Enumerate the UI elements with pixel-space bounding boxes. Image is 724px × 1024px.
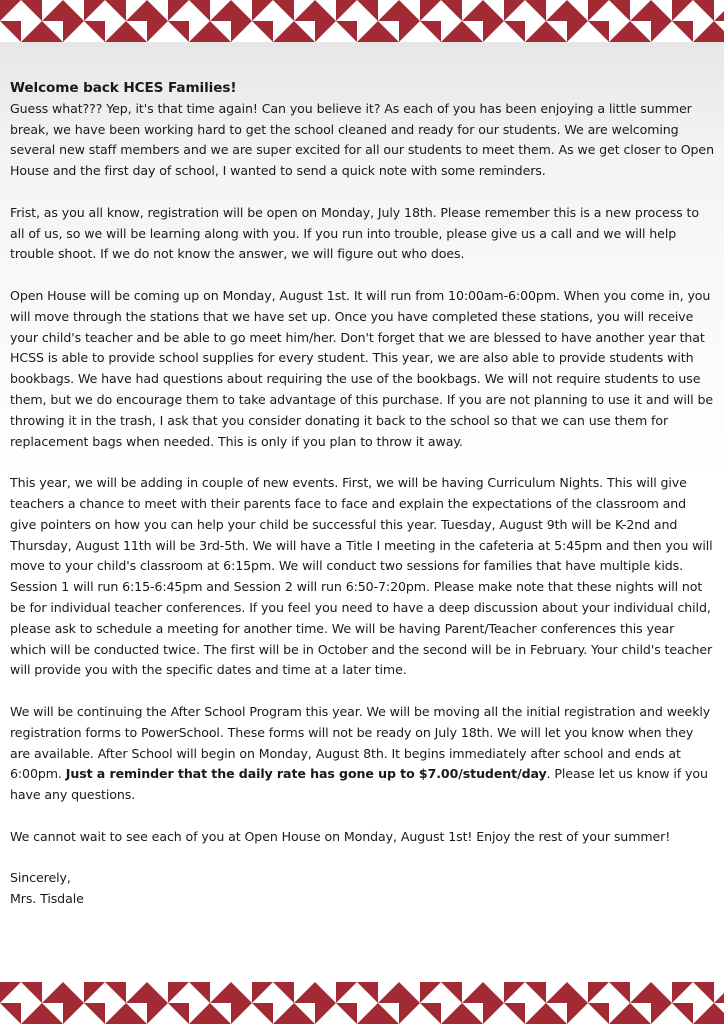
paragraph-open-house: Open House will be coming up on Monday, August 1st. It will run from 10:00am-6:00pm. When you come in, you will move through the stations that we have set up. Once you have completed these stations, you will receive your child's teacher and be able to go meet him/her. Don't forget that we are blessed to have another year that HCSS is able to provide school supplies for every student. This year, we are also able to provide students with bookbags. We have had questions about requiring the use of the bookbags. We will not require students to use them, but we do encourage them to take advantage of this purchase. If you are not planning to use it and will be throwing it in the trash, I ask that you consider donating it back to the school so that we can use them for replacement bags when needed. This is only if you plan to throw it away. bbox=[10, 287, 713, 449]
paragraph-registration: Frist, as you all know, registration will be open on Monday, July 18th. Please remember this is a new process to all of us, so we will be learning along with you. If you run into trouble, please give us a call and we will help trouble shoot. If we do not know the answer, we will figure out who does. bbox=[10, 204, 699, 262]
paragraph-after-school bbox=[10, 702, 714, 806]
after-school-text-end: . Please let us know if you have any questions. bbox=[10, 766, 708, 803]
pinwheel-pattern-top bbox=[0, 0, 724, 42]
paragraph-curriculum-nights: This year, we will be adding in couple of new events. First, we will be having Curriculum Nights. This will give teachers a chance to meet with their parents face to face and explain the expectations of the classroom and give pointers on how you can help your child be successful this year. Tuesday, August 9th will be K-2nd and Thursday, August 11th will be 3rd-5th. We will have a Title I meeting in the cafeteria at 5:45pm and then you will move to your child's classroom at 6:15pm. We will conduct two sessions for families that have multiple kids. Session 1 will run 6:15-6:45pm and Session 2 will run 6:50-7:20pm. Please make note that these nights will not be for individual teacher conferences. If you feel you need to have a deep discussion about your individual child, please ask to schedule a meeting for another time. We will be having Parent/Teacher conferences this year which will be conducted twice. The first will be in October and the second will be in February. Your child's teacher will provide you with the specific dates and time at a later time. bbox=[10, 475, 713, 678]
daily-rate-reminder: Just a reminder that the daily rate has gone up to $7.00/student/day bbox=[65, 766, 547, 782]
letter-greeting: Welcome back HCES Families! bbox=[10, 80, 237, 96]
paragraph-closing-remark: We cannot wait to see each of you at Open House on Monday, August 1st! Enjoy the rest of your summer! bbox=[10, 828, 671, 844]
letter-body bbox=[10, 78, 714, 910]
pinwheel-pattern-bottom bbox=[0, 982, 724, 1024]
letter-closing: Sincerely, bbox=[10, 870, 71, 886]
paragraph-intro: Guess what??? Yep, it's that time again! Can you believe it? As each of you has been enjoying a little summer break, we have been working hard to get the school cleaned and ready for our students. We are welcoming several new staff members and we are super excited for all our students to meet them. As we get closer to Open House and the first day of school, I wanted to send a quick note with some reminders. bbox=[10, 100, 714, 179]
bottom-decorative-border bbox=[0, 982, 724, 1024]
after-school-text-start: We will be continuing the After School Program this year. We will be moving all the initial registration and weekly registration forms to PowerSchool. These forms will not be ready on July 18th. We will let you know when they are available. After School will begin on Monday, August 8th. It begins immediately after school and ends at 6:00pm. bbox=[10, 703, 711, 782]
top-decorative-border bbox=[0, 0, 724, 42]
letter-signature: Mrs. Tisdale bbox=[10, 891, 84, 907]
